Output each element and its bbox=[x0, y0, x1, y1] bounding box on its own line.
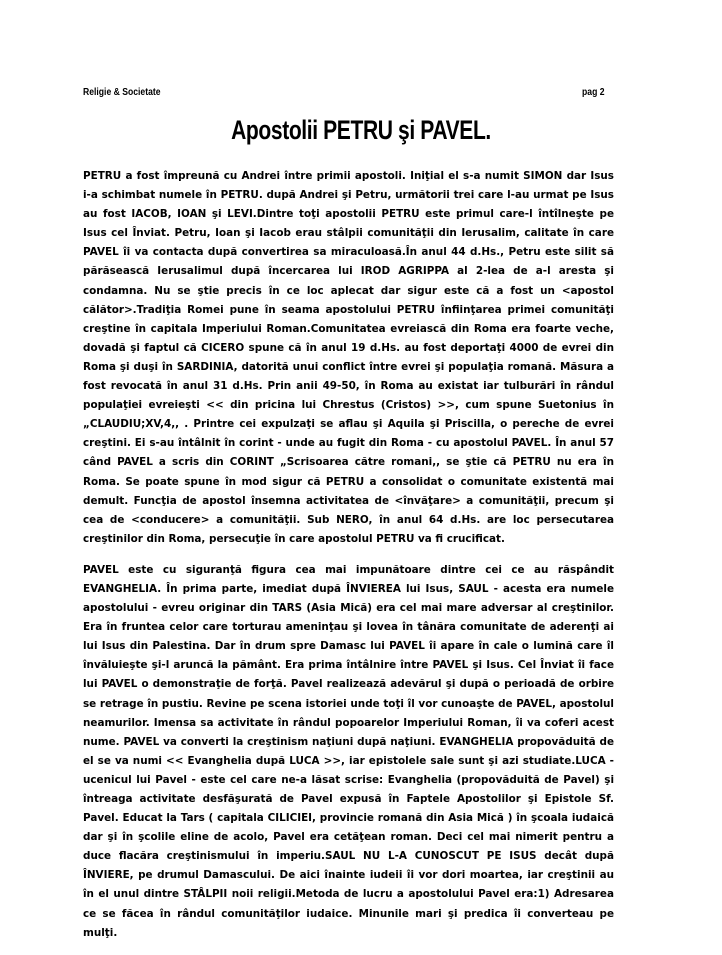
paragraph-pavel: PAVEL este cu siguranţă figura cea mai impunătoare dintre cei ce au răspândit EVANGHELIA. În prima parte, imediat după ÎNVIEREA lui Isus, SAUL - acesta era numele apostolului - evreu originar din TARS (Asia Mică) era cel mai mare adversar al creştinilor. Era în fruntea celor care torturau ameninţau şi loveа în tânăra comunitate de aderenţi ai lui Isus din Palestina. Dar în drum spre Damasc lui PAVEL îi apare în cale o lumină care îl învăluieşte şi-l aruncă la pământ. Era prima întâlnire între PAVEL şi Isus. Cel Înviat îi face lui PAVEL o demonstraţie de forţă. Pavel realizează adevărul şi după o perioadă de orbire se retrage în pustiu. Revine pe scena istoriei unde toţi îl vor cunoaşte de PAVEL, apostolul neamurilor. Imensa sa activitate în rândul popoarelor Imperiului Roman, îi va coferi acest nume. PAVEL va converti la creştinism naţiuni după naţiuni. EVANGHELIA propovăduită de el se va numi << Evanghelia după LUCA >>, iar epistolele sale sunt şi azi studiate.LUCA - ucenicul lui Pavel - este cel care ne-a lăsat scrise: Evanghelia (propovăduită de Pavel) şi întreaga activitate desfăşurată de Pavel expusă în Faptele Apostolilor şi Epistole Sf. Pavel. Educat la Tars ( capitala CILICIEI, provincie romană din Asia Mică ) în şcoala iudaică dar şi în şcolile eline de acolo, Pavel era cetăţean roman. Deci cel mai nimerit pentru a duce flacăra creştinismului în imperiu.SAUL NU L-A CUNOSCUT PE ISUS decât după ÎNVIERE, pe drumul Damascului. De aici înainte iudeii îi vor dori moartea, iar creştinii au în el unul dintre STÂLPII noii religii.Metoda de lucru a apostolului Pavel era:1) Adresarea ce se făcea în rândul comunităţilor iudaice. Minunile mari şi predica îi converteau pe mulţi. bbox=[83, 563, 614, 939]
page-number: pag 2 bbox=[582, 86, 605, 98]
paragraph-petru: PETRU a fost împreună cu Andrei între primii apostoli. Iniţial el s-a numit SIMON dar Isus i-a schimbat numele în PETRU. după Andrei şi Petru, următorii trei care l-au urmat pe Isus au fost IACOB, IOAN şi LEVI.Dintre toţi apostolii PETRU este primul care-l întîlneşte pe Isus cel Înviat. Petru, Ioan şi Iacob erau stâlpii comunităţii din Ierusalim, calitate în care PAVEL îi va contacta după convertirea sa miraculoasă.În anul 44 d.Hs., Petru este silit să părăsească Ierusalimul după încercarea lui IROD AGRIPPA al 2-lea de a-l aresta şi condamna. Nu se ştie precis în ce loc aplecat dar sigur este că a fost un <apostol călător>.Tradiţia Romei pune în seama apostolului PETRU înfiinţarea primei comunităţi creştine în capitala Imperiului Roman.Comunitatea evreiască din Roma era foarte veche, dovadă şi faptul că CICERO spune că în anul 19 d.Hs. au fost deportaţi 4000 de evrei din Roma şi duşi în SARDINIA, datorită unui conflict între evrei şi populaţia romană. Măsura a fost revocată în anul 31 d.Hs. Prin anii 49-50, în Roma au existat iar tulburări în rândul populaţiei evreieşti << din pricina lui Chrestus (Cristos) >>, cum spune Suetonius în „CLAUDIU;XV,4,, . Printre cei expulzaţi se aflau şi Aquila şi Priscilla, o pereche de evrei creştini. Ei s-au întâlnit în corint - unde au fugit din Roma - cu apostolul PAVEL. În anul 57 când PAVEL a scris din CORINT „Scrisoarea către romani,, se ştie că PETRU nu era în Roma. Se poate spune în mod sigur că PETRU a consolidat o comunitate existentă mai demult. Funcţia de apostol însemna activitatea de <învăţare> a comunităţii, precum şi cea de <conducere> a comunităţii. Sub NERO, în anul 64 d.Hs. are loc persecutarea creştinilor din Roma, persecuţie în care apostolul PETRU va fi crucificat. bbox=[83, 170, 614, 545]
header-section-title: Religie & Societate bbox=[83, 86, 161, 98]
page-header bbox=[83, 86, 605, 100]
body-text bbox=[83, 167, 614, 955]
document-title: Apostolii PETRU şi PAVEL. bbox=[231, 115, 491, 145]
